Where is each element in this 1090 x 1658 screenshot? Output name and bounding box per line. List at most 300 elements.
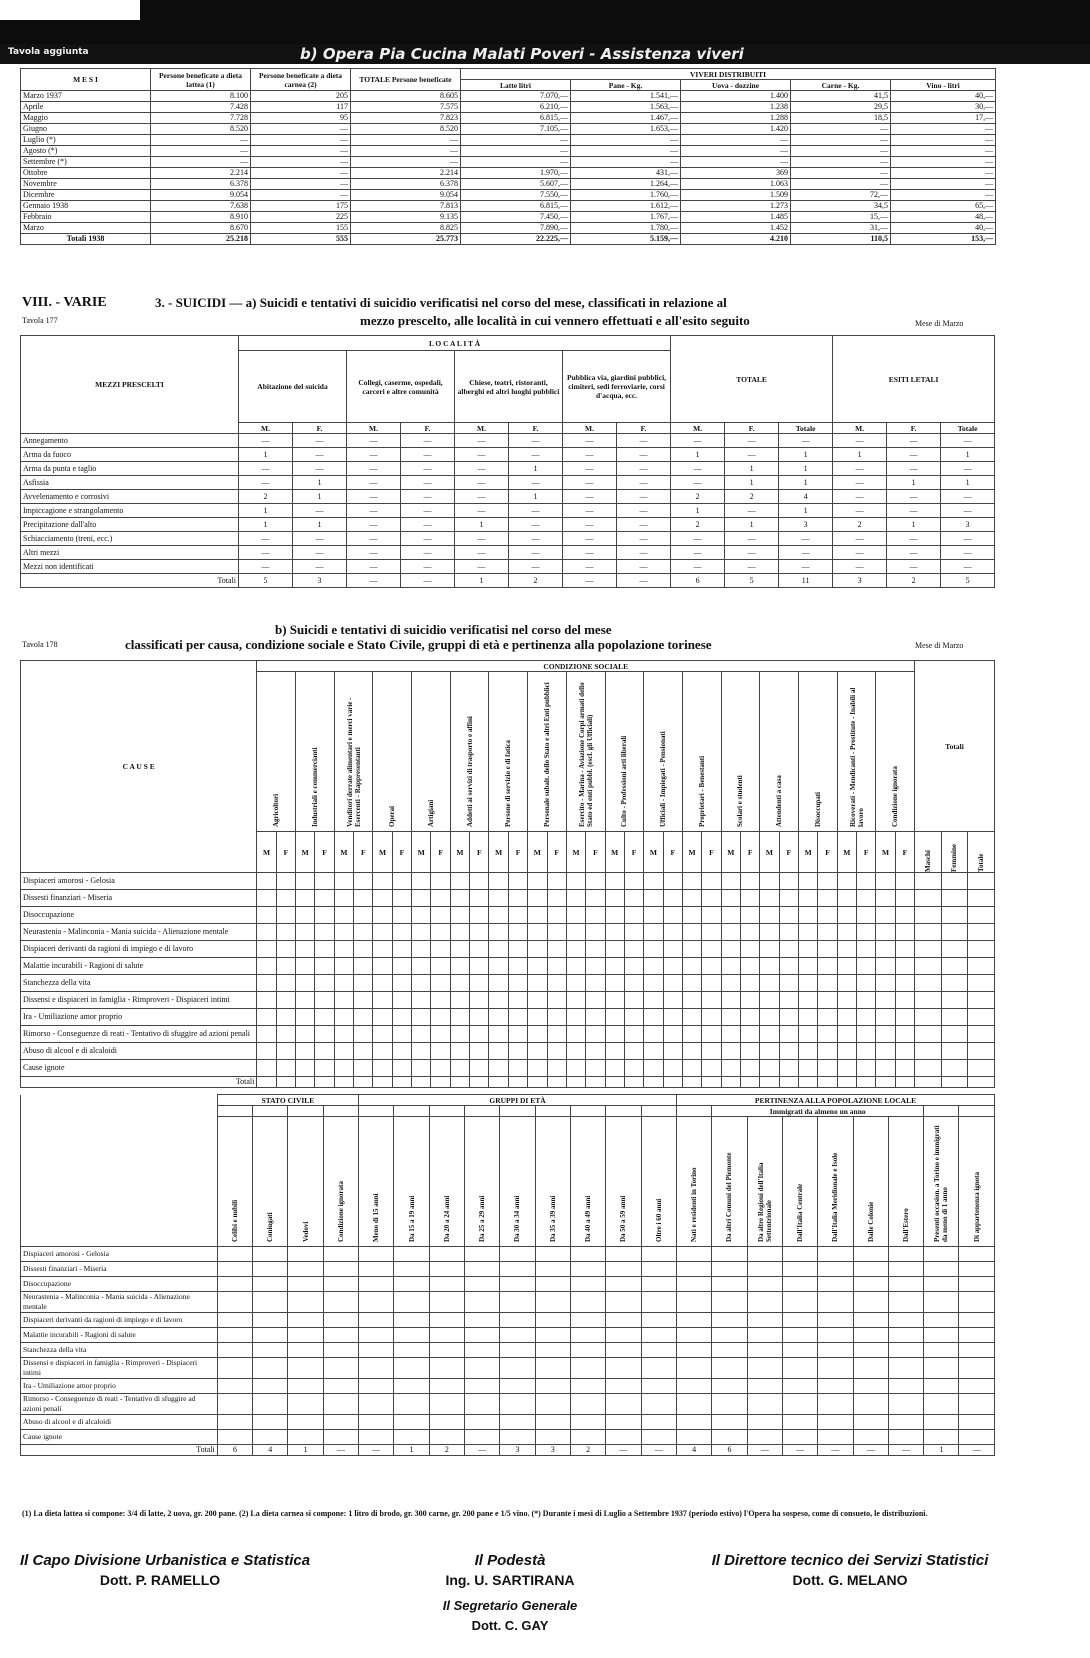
total-value-cell (941, 890, 967, 907)
value-cell (470, 975, 489, 992)
value-cell (837, 1043, 856, 1060)
value-cell: 1.760,— (571, 190, 681, 201)
value-cell: — (251, 168, 351, 179)
value-cell: — (563, 476, 617, 490)
value-cell (895, 975, 914, 992)
value-cell (465, 1415, 500, 1430)
viveri-sub-header: Vino - litri (891, 80, 996, 91)
value-cell: — (151, 146, 251, 157)
value-cell (644, 992, 663, 1009)
value-cell (586, 958, 605, 975)
value-cell (644, 1060, 663, 1077)
total-cell: Totali (21, 574, 239, 588)
value-cell (924, 1328, 959, 1343)
value-cell (431, 941, 450, 958)
value-cell: — (887, 448, 941, 462)
value-cell (288, 1394, 323, 1415)
value-cell (528, 992, 547, 1009)
value-cell (641, 1415, 676, 1430)
total-value-cell (968, 958, 995, 975)
value-cell (641, 1430, 676, 1445)
value-cell (924, 1394, 959, 1415)
f-header: F (818, 832, 837, 873)
value-cell (641, 1328, 676, 1343)
value-cell (373, 992, 392, 1009)
value-cell (605, 1060, 624, 1077)
cond-col-header (798, 672, 837, 832)
value-cell: 8.100 (151, 91, 251, 102)
table-row (21, 91, 996, 102)
total-cell: 22.225,— (461, 234, 571, 245)
value-cell (394, 1313, 429, 1328)
value-cell (606, 1379, 641, 1394)
value-cell (641, 1394, 676, 1415)
value-cell (500, 1292, 535, 1313)
col2-header (323, 1117, 358, 1247)
value-cell (644, 907, 663, 924)
total-cell: — (959, 1445, 995, 1456)
col2-label: Dall'Italia Meridionale e Isole (831, 1152, 840, 1242)
col-viveri-header: VIVERI DISTRIBUITI (461, 69, 996, 80)
value-cell (315, 1060, 334, 1077)
value-cell (624, 958, 643, 975)
value-cell (394, 1358, 429, 1379)
value-cell: 15,— (791, 212, 891, 223)
value-cell (528, 890, 547, 907)
value-cell (644, 1009, 663, 1026)
value-cell (895, 1043, 914, 1060)
value-cell (837, 958, 856, 975)
value-cell (508, 1043, 527, 1060)
value-cell: — (891, 190, 996, 201)
value-cell (924, 1262, 959, 1277)
value-cell (740, 958, 759, 975)
value-cell: — (455, 448, 509, 462)
value-cell (747, 1247, 782, 1262)
value-cell (760, 873, 779, 890)
table-row (21, 1343, 995, 1358)
value-cell (605, 975, 624, 992)
gruppi-header: GRUPPI DI ETÀ (359, 1095, 677, 1106)
table-row (21, 1328, 995, 1343)
value-cell (721, 1043, 740, 1060)
value-cell (257, 992, 276, 1009)
value-cell: — (891, 135, 996, 146)
spacer-cell (570, 1106, 605, 1117)
value-cell (676, 1292, 711, 1313)
value-cell (760, 907, 779, 924)
value-cell (535, 1358, 570, 1379)
col2-label: Condizione ignorata (336, 1180, 345, 1242)
value-cell (959, 1313, 995, 1328)
total-value-cell (968, 873, 995, 890)
value-cell (605, 890, 624, 907)
suicidi-a-table (20, 335, 995, 588)
value-cell (782, 1247, 817, 1262)
value-cell: — (351, 157, 461, 168)
cond-col-label: Addetti ai servizi di trasporto e affini (465, 715, 474, 827)
value-cell (288, 1415, 323, 1430)
total-cell: Totali 1938 (21, 234, 151, 245)
total-cell (644, 1077, 663, 1088)
viveri-table (20, 68, 996, 245)
mezzo-label: Asfissia (21, 476, 239, 490)
value-cell (359, 1379, 394, 1394)
scan-margin (0, 0, 140, 20)
spacer-cell (535, 1106, 570, 1117)
value-cell (876, 924, 895, 941)
value-cell: — (455, 504, 509, 518)
value-cell: — (563, 490, 617, 504)
value-cell (740, 975, 759, 992)
sig-left-title: Il Capo Divisione Urbanistica e Statistica (20, 1552, 311, 1569)
mf-header: M. (563, 423, 617, 434)
value-cell (924, 1247, 959, 1262)
value-cell (489, 1026, 508, 1043)
value-cell (644, 1026, 663, 1043)
value-cell (392, 1060, 411, 1077)
value-cell (702, 924, 721, 941)
value-cell (547, 941, 566, 958)
total-cell: 25.218 (151, 234, 251, 245)
value-cell (782, 1358, 817, 1379)
value-cell (895, 924, 914, 941)
total-cell (915, 1077, 941, 1088)
col2-label: Da 15 a 19 anni (407, 1195, 416, 1242)
value-cell: 17,— (891, 113, 996, 124)
value-cell: — (401, 532, 455, 546)
value-cell: — (251, 157, 351, 168)
value-cell (528, 1043, 547, 1060)
value-cell (489, 924, 508, 941)
total-row (21, 1077, 995, 1088)
value-cell (500, 1262, 535, 1277)
total-value-cell (968, 1009, 995, 1026)
value-cell (959, 1394, 995, 1415)
f-header: F (857, 832, 876, 873)
value-cell: — (461, 146, 571, 157)
value-cell (779, 873, 798, 890)
value-cell (760, 958, 779, 975)
value-cell (747, 1430, 782, 1445)
cause-label: Dispiaceri amorosi - Gelosia (21, 873, 257, 890)
value-cell (359, 1430, 394, 1445)
col2-header (676, 1117, 711, 1247)
value-cell (288, 1379, 323, 1394)
total-cell: — (563, 574, 617, 588)
value-cell (721, 1060, 740, 1077)
value-cell (429, 1379, 464, 1394)
value-cell: 7.450,— (461, 212, 571, 223)
col2-label: Da altri Comuni del Piemonte (725, 1152, 734, 1242)
value-cell (779, 924, 798, 941)
pert-header: PERTINENZA ALLA POPOLAZIONE LOCALE (676, 1095, 994, 1106)
value-cell: 8.670 (151, 223, 251, 234)
table-row (21, 190, 996, 201)
cause-label: Cause ignote (21, 1060, 257, 1077)
value-cell (354, 1043, 373, 1060)
value-cell (535, 1415, 570, 1430)
value-cell (605, 941, 624, 958)
table-row (21, 873, 995, 890)
value-cell (217, 1262, 252, 1277)
month-cell: Dicembre (21, 190, 151, 201)
value-cell: 3 (779, 518, 833, 532)
value-cell (740, 873, 759, 890)
total-cell (354, 1077, 373, 1088)
value-cell (782, 1394, 817, 1415)
total-cell: — (359, 1445, 394, 1456)
immigr-header: Immigrati da almeno un anno (712, 1106, 924, 1117)
value-cell (605, 924, 624, 941)
value-cell (253, 1343, 288, 1358)
nati-spacer (676, 1106, 711, 1117)
scan-dark-band (0, 0, 1090, 44)
value-cell (779, 1060, 798, 1077)
value-cell (876, 1043, 895, 1060)
value-cell (586, 941, 605, 958)
value-cell: 7.070,— (461, 91, 571, 102)
value-cell (857, 975, 876, 992)
col2-label: Dalle Colonie (866, 1201, 875, 1242)
table-row (21, 958, 995, 975)
value-cell (253, 1292, 288, 1313)
value-cell: 1.273 (681, 201, 791, 212)
mf-header: M. (239, 423, 293, 434)
value-cell (465, 1358, 500, 1379)
value-cell (924, 1292, 959, 1313)
value-cell (644, 958, 663, 975)
value-cell (392, 924, 411, 941)
table-row (21, 924, 995, 941)
value-cell (888, 1247, 923, 1262)
mezzo-label: Impiccagione e strangolamento (21, 504, 239, 518)
value-cell: — (455, 546, 509, 560)
value-cell (702, 1009, 721, 1026)
value-cell (624, 907, 643, 924)
value-cell (373, 1060, 392, 1077)
value-cell (853, 1328, 888, 1343)
value-cell (702, 890, 721, 907)
sig-right-title: Il Direttore tecnico dei Servizi Statistici (711, 1552, 989, 1569)
value-cell (624, 890, 643, 907)
col2-header (429, 1117, 464, 1247)
value-cell (888, 1313, 923, 1328)
value-cell: — (671, 434, 725, 448)
value-cell (288, 1313, 323, 1328)
value-cell (359, 1328, 394, 1343)
cause-label: Neurastenia - Malinconia - Mania suicida - Alienazione mentale (21, 1292, 218, 1313)
col2-header (782, 1117, 817, 1247)
value-cell (740, 1026, 759, 1043)
value-cell (253, 1313, 288, 1328)
value-cell (924, 1313, 959, 1328)
table-row (21, 992, 995, 1009)
value-cell: — (563, 448, 617, 462)
col2-header (500, 1117, 535, 1247)
spacer-cell (253, 1106, 288, 1117)
value-cell (450, 890, 469, 907)
value-cell (217, 1343, 252, 1358)
value-cell (257, 1009, 276, 1026)
value-cell (853, 1292, 888, 1313)
value-cell (818, 1358, 853, 1379)
value-cell (296, 975, 315, 992)
sig-right-name: Dott. G. MELANO (792, 1572, 908, 1588)
value-cell: — (887, 546, 941, 560)
value-cell (760, 1009, 779, 1026)
total-cell (586, 1077, 605, 1088)
value-cell (818, 975, 837, 992)
value-cell: — (293, 434, 347, 448)
value-cell (782, 1343, 817, 1358)
cond-col-label: Scolari e studenti (736, 774, 745, 827)
total-cell: — (782, 1445, 817, 1456)
m-header: M (721, 832, 740, 873)
col2-header (853, 1117, 888, 1247)
value-cell: — (509, 504, 563, 518)
cond-col-header (373, 672, 412, 832)
value-cell: — (571, 157, 681, 168)
value-cell (712, 1328, 747, 1343)
value-cell (323, 1247, 358, 1262)
value-cell (682, 958, 701, 975)
page-header (0, 44, 1090, 64)
value-cell (394, 1415, 429, 1430)
value-cell (394, 1343, 429, 1358)
value-cell (354, 992, 373, 1009)
value-cell (354, 890, 373, 907)
total-cell (315, 1077, 334, 1088)
table-row (21, 941, 995, 958)
value-cell (535, 1394, 570, 1415)
total-cell (798, 1077, 817, 1088)
stato-header: STATO CIVILE (217, 1095, 358, 1106)
value-cell (712, 1277, 747, 1292)
value-cell (450, 1043, 469, 1060)
value-cell: — (725, 546, 779, 560)
value-cell: — (509, 448, 563, 462)
value-cell (721, 941, 740, 958)
value-cell (566, 890, 585, 907)
localita-col-header: Abitazione del suicida (239, 351, 347, 423)
value-cell: — (351, 135, 461, 146)
value-cell (276, 1026, 295, 1043)
total-cell: 2 (429, 1445, 464, 1456)
col2-label: Dall'Italia Centrale (796, 1183, 805, 1242)
value-cell (644, 975, 663, 992)
value-cell (500, 1343, 535, 1358)
value-cell: 1 (779, 448, 833, 462)
table-row (21, 434, 995, 448)
value-cell: 1 (293, 476, 347, 490)
value-cell (605, 1009, 624, 1026)
value-cell: — (401, 518, 455, 532)
value-cell (354, 907, 373, 924)
total-value-cell (915, 1060, 941, 1077)
total-cell (968, 1077, 995, 1088)
value-cell (315, 924, 334, 941)
sig-mid-title: Il Podestà (474, 1552, 546, 1569)
mf-header: F. (293, 423, 347, 434)
cond-col-header (412, 672, 451, 832)
value-cell (566, 907, 585, 924)
value-cell (837, 941, 856, 958)
mezzo-label: Schiacciamento (treni, ecc.) (21, 532, 239, 546)
value-cell (431, 1043, 450, 1060)
cause-label: Rimorso - Conseguenze di reati - Tentativo di sfuggire ad azioni penali (21, 1394, 218, 1415)
value-cell (412, 924, 431, 941)
value-cell (702, 1026, 721, 1043)
value-cell (837, 992, 856, 1009)
value-cell (641, 1343, 676, 1358)
value-cell (959, 1277, 995, 1292)
cond-col-header (721, 672, 760, 832)
value-cell: 1 (941, 448, 995, 462)
value-cell (606, 1247, 641, 1262)
suicidi-a-title2: mezzo prescelto, alle località in cui vennero effettuati e all'esito seguito (360, 313, 750, 328)
total-cell: — (606, 1445, 641, 1456)
value-cell (394, 1277, 429, 1292)
value-cell (535, 1277, 570, 1292)
value-cell: — (891, 146, 996, 157)
viveri-table-block (20, 68, 996, 245)
col2-label: Da 50 a 59 anni (619, 1195, 628, 1242)
value-cell (257, 873, 276, 890)
col2-label: Meno di 15 anni (372, 1193, 381, 1242)
value-cell (296, 941, 315, 958)
value-cell: — (401, 462, 455, 476)
total-cell (392, 1077, 411, 1088)
section-title: VIII. - VARIE (22, 295, 107, 310)
value-cell (217, 1277, 252, 1292)
cause-label: Dissesti finanziari - Miseria (21, 1262, 218, 1277)
value-cell (644, 924, 663, 941)
value-cell (217, 1379, 252, 1394)
value-cell: 155 (251, 223, 351, 234)
table-row (21, 518, 995, 532)
value-cell (354, 941, 373, 958)
mf-header: M. (671, 423, 725, 434)
value-cell (782, 1379, 817, 1394)
m-header: M (257, 832, 276, 873)
value-cell (566, 992, 585, 1009)
value-cell (624, 1026, 643, 1043)
value-cell (373, 941, 392, 958)
value-cell: — (151, 157, 251, 168)
value-cell (566, 1060, 585, 1077)
value-cell (315, 1043, 334, 1060)
value-cell (740, 941, 759, 958)
total-value-cell (941, 907, 967, 924)
value-cell (394, 1247, 429, 1262)
value-cell (489, 1009, 508, 1026)
footnote: (1) La dieta lattea si compone: 3/4 di latte, 2 uova, gr. 200 pane. (2) La dieta carnea si compone: 1 litro di brodo, gr. 300 carne, gr. 200 pane e 1/5 vino. (*) Durante i mesi di Luglio a Settembre 1937 (periodo estivo) l'Opera ha sospeso, come di consueto, le distribuzioni. (22, 1509, 928, 1518)
value-cell: 7.823 (351, 113, 461, 124)
value-cell (857, 873, 876, 890)
table-row (21, 1026, 995, 1043)
value-cell (535, 1379, 570, 1394)
total-value-cell (968, 1043, 995, 1060)
value-cell (818, 1313, 853, 1328)
value-cell: — (351, 146, 461, 157)
value-cell: — (401, 490, 455, 504)
value-cell (359, 1343, 394, 1358)
col2-header (253, 1117, 288, 1247)
table-row (21, 1394, 995, 1415)
total-value-cell (968, 907, 995, 924)
value-cell (818, 873, 837, 890)
